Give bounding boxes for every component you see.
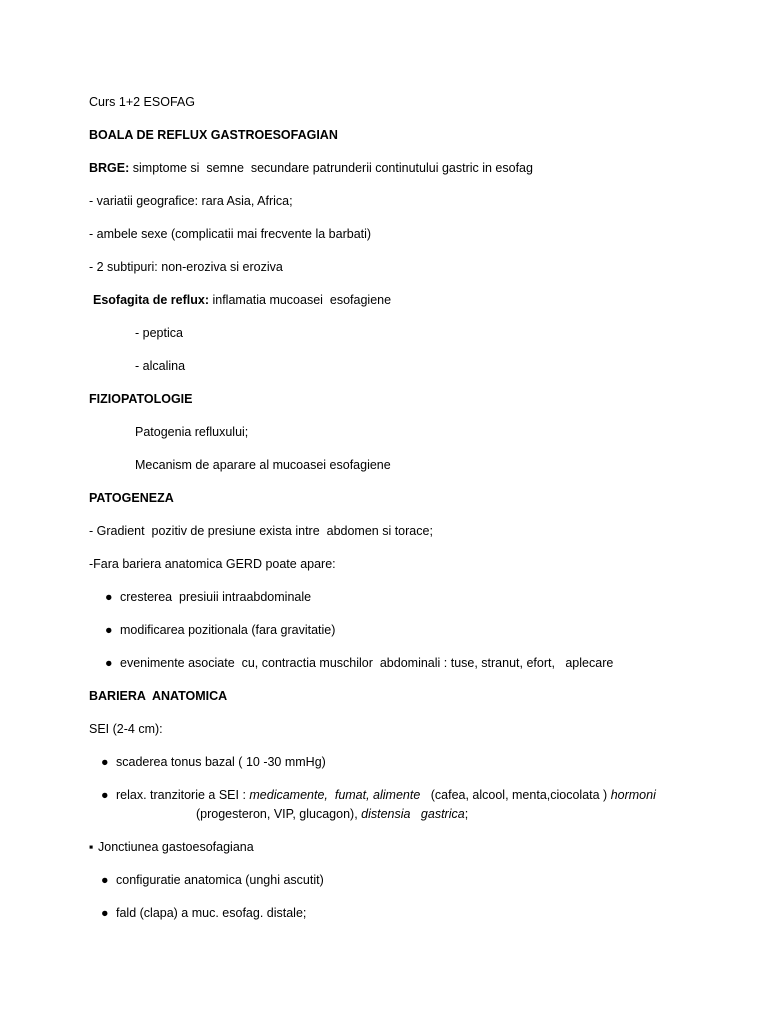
list-item-continuation: (progesteron, VIP, glucagon), distensia gastrica;: [196, 807, 469, 821]
esofagita-definition: [93, 292, 391, 308]
section-heading-fiziopatologie: FIZIOPATOLOGIE: [89, 392, 193, 406]
esofagita-term: Esofagita de reflux:: [93, 293, 209, 307]
bullet-icon: ●: [101, 873, 109, 887]
text-line: SEI (2-4 cm):: [89, 722, 163, 736]
text-line: Patogenia refluxului;: [135, 425, 249, 439]
text-line: - peptica: [135, 326, 183, 340]
list-item: ▪ Jonctiunea gastoesofagiana: [89, 840, 254, 854]
list-item: ● evenimente asociate cu, contractia muschilor abdominali : tuse, stranut, efort, aplecare: [105, 656, 614, 670]
list-item: ● modificarea pozitionala (fara gravitatie): [105, 623, 336, 637]
esofagita-text: inflamatia mucoasei esofagiene: [209, 293, 392, 307]
square-bullet-icon: ▪: [89, 840, 94, 854]
section-heading-reflux: BOALA DE REFLUX GASTROESOFAGIAN: [89, 128, 338, 142]
section-heading-bariera: BARIERA ANATOMICA: [89, 689, 228, 703]
brge-term: BRGE:: [89, 161, 130, 175]
section-heading-patogeneza: PATOGENEZA: [89, 491, 174, 505]
list-item: ● cresterea presiuii intraabdominale: [105, 590, 312, 604]
list-item: ● relax. tranzitorie a SEI : medicamente, fumat, alimente (cafea, alcool, menta,ciocolata ) hormoni: [101, 788, 656, 802]
bullet-icon: ●: [105, 656, 113, 670]
bullet-icon: ●: [105, 590, 113, 604]
bullet-icon: ●: [101, 788, 109, 802]
list-item: ● scaderea tonus bazal ( 10 -30 mmHg): [101, 755, 326, 769]
brge-definition: [89, 160, 533, 176]
bullet-icon: ●: [101, 906, 109, 920]
bullet-icon: ●: [101, 755, 109, 769]
list-item: ● configuratie anatomica (unghi ascutit): [101, 873, 324, 887]
list-item: ● fald (clapa) a muc. esofag. distale;: [101, 906, 307, 920]
text-line: Mecanism de aparare al mucoasei esofagiene: [135, 458, 391, 472]
course-title: Curs 1+2 ESOFAG: [89, 95, 195, 109]
text-line: - ambele sexe (complicatii mai frecvente la barbati): [89, 227, 372, 241]
bullet-icon: ●: [105, 623, 113, 637]
text-line: - 2 subtipuri: non-eroziva si eroziva: [89, 260, 283, 274]
text-line: -Fara bariera anatomica GERD poate apare:: [89, 557, 336, 571]
text-line: - variatii geografice: rara Asia, Africa;: [89, 194, 293, 208]
text-line: - alcalina: [135, 359, 186, 373]
brge-text: simptome si semne secundare patrunderii continutului gastric in esofag: [129, 161, 533, 175]
text-line: - Gradient pozitiv de presiune exista intre abdomen si torace;: [89, 524, 433, 538]
